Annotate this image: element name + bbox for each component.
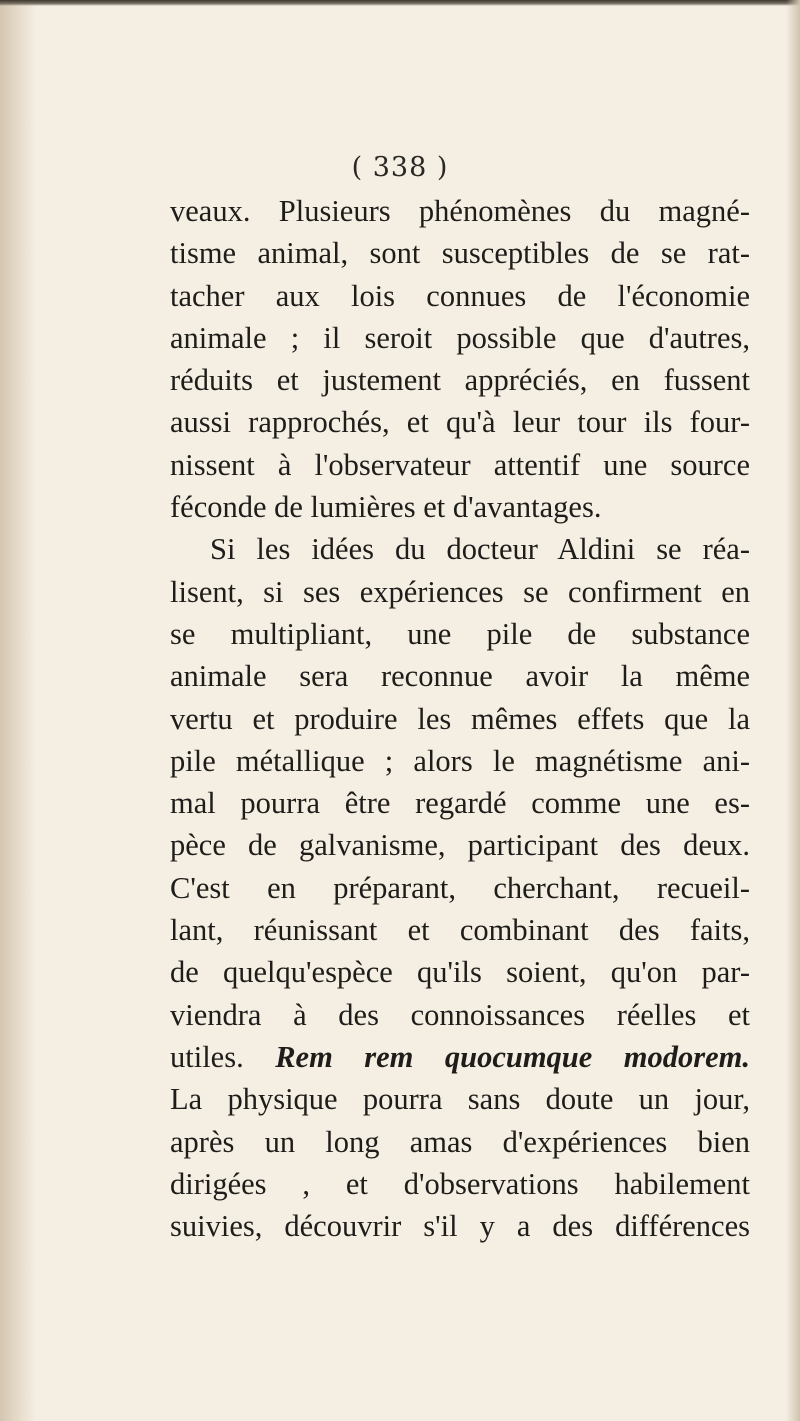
text-line: après un long amas d'expériences bien [170, 1124, 750, 1159]
text-line: de quelqu'espèce qu'ils soient, qu'on par- [170, 955, 750, 990]
text-line: mal pourra être regardé comme une es- [170, 786, 750, 821]
text-line: aussi rapprochés, et qu'à leur tour ils four- [170, 405, 750, 440]
text-line: tacher aux lois connues de l'économie [170, 278, 750, 313]
page-spine-shadow [0, 0, 36, 1421]
text-line-with-latin [170, 1036, 750, 1078]
text-line: pile métallique ; alors le magnétisme ani- [170, 743, 750, 778]
page-top-edge [0, 0, 800, 6]
page-number: ( 338 ) [351, 152, 449, 183]
text-line: tisme animal, sont susceptibles de se rat- [170, 236, 750, 271]
text-line: lisent, si ses expériences se confirment en [170, 574, 750, 609]
text-line: vertu et produire les mêmes effets que la [170, 701, 750, 736]
text-line: nissent à l'observateur attentif une source [170, 447, 750, 482]
text-line: suivies, découvrir s'il y a des différences [170, 1209, 750, 1244]
text-line: Si les idées du docteur Aldini se réa- [210, 532, 750, 567]
text-line: C'est en préparant, cherchant, recueil- [170, 870, 750, 905]
text-line: pèce de galvanisme, participant des deux. [170, 828, 750, 863]
text-line: dirigées , et d'observations habilement [170, 1166, 750, 1201]
text-line: féconde de lumières et d'avantages. [170, 490, 602, 525]
page-right-edge [786, 0, 800, 1421]
latin-quote: Rem rem quocumque modorem. [275, 1039, 750, 1074]
text-line: animale sera reconnue avoir la même [170, 659, 750, 694]
text-line: lant, réunissant et combinant des faits, [170, 913, 750, 948]
body-text [170, 190, 750, 1247]
text-line: La physique pourra sans doute un jour, [170, 1082, 750, 1117]
text-line: animale ; il seroit possible que d'autres, [170, 320, 750, 355]
text-line: se multipliant, une pile de substance [170, 616, 750, 651]
text-line: viendra à des connoissances réelles et [170, 997, 750, 1032]
text-fragment: utiles. [170, 1039, 244, 1074]
text-line: veaux. Plusieurs phénomènes du magné- [170, 194, 750, 228]
text-line: réduits et justement appréciés, en fussent [170, 363, 750, 398]
